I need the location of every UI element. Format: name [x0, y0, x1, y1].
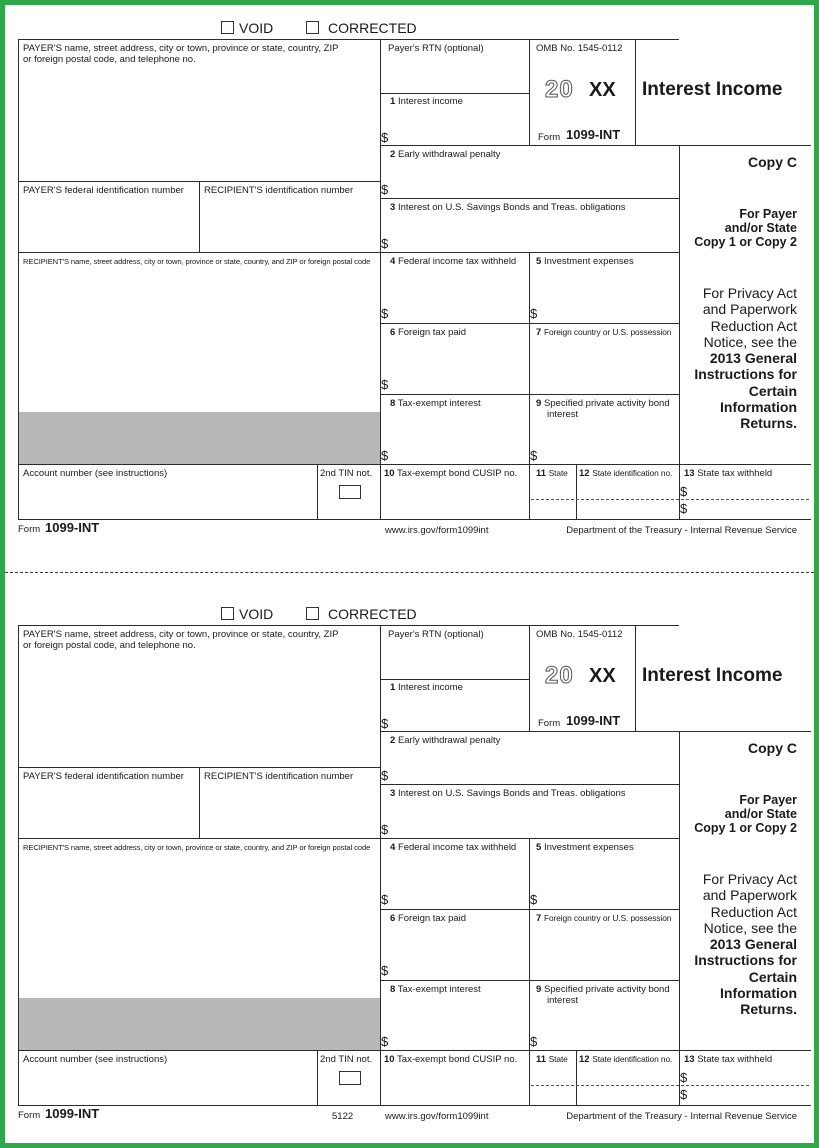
box13-number: 13 [684, 1054, 695, 1065]
box13-dollar-1: $ [680, 1070, 688, 1085]
box11-input[interactable] [531, 483, 575, 517]
box1-dollar: $ [381, 130, 389, 145]
top-border [18, 625, 679, 626]
privacy-line-6: Instructions for [694, 952, 797, 969]
box2-dollar: $ [381, 182, 389, 197]
box5-label: Investment expenses [543, 842, 634, 853]
box10-number: 10 [384, 1054, 395, 1065]
payer-name-label: PAYER'S name, street address, city or town, province or state, country, ZIP [23, 43, 339, 54]
bottom-border [18, 1105, 811, 1106]
corrected-label: CORRECTED [328, 606, 417, 622]
box3-number: 3 [390, 202, 396, 213]
box9-dollar: $ [530, 448, 538, 463]
recipient-id-input[interactable] [203, 200, 377, 248]
box9-label-2: interest [547, 995, 579, 1006]
divider-omb-right [635, 625, 636, 731]
divider-omb [529, 625, 530, 731]
account-input[interactable] [21, 1067, 313, 1101]
privacy-line-3: Reduction Act [710, 317, 797, 334]
box4-number: 4 [390, 842, 396, 853]
tin-checkbox[interactable] [339, 1071, 361, 1085]
privacy-line-3: Reduction Act [710, 903, 797, 920]
box3-label: Interest on U.S. Savings Bonds and Treas. obligations [397, 202, 626, 213]
line-box67 [380, 980, 680, 981]
divider-account [317, 464, 318, 519]
top-border [18, 39, 679, 40]
recipient-name-input[interactable] [21, 269, 377, 409]
divider-box11 [576, 464, 577, 519]
line-box1 [380, 145, 811, 146]
divider-right-panel [679, 731, 680, 1105]
footer-form-word: Form [18, 524, 41, 535]
box4-input[interactable] [395, 271, 525, 319]
for-payer-line-3: Copy 1 or Copy 2 [694, 235, 797, 249]
box9-number: 9 [536, 984, 542, 995]
box3-number: 3 [390, 788, 396, 799]
void-label: VOID [239, 606, 274, 622]
box13-number: 13 [684, 468, 695, 479]
box10-input[interactable] [384, 1067, 527, 1101]
payer-fid-input[interactable] [21, 786, 196, 834]
shaded-area [19, 998, 380, 1050]
box1-number: 1 [390, 682, 396, 693]
recipient-id-input[interactable] [203, 786, 377, 834]
recipient-name-label: RECIPIENT'S name, street address, city or town, province or state, country, and ZIP or foreign postal code [23, 843, 371, 852]
box1-dollar: $ [381, 716, 389, 731]
void-label: VOID [239, 20, 274, 36]
line-box3 [18, 838, 680, 839]
box8-input[interactable] [395, 413, 525, 461]
box2-label: Early withdrawal penalty [397, 149, 501, 160]
tin-checkbox[interactable] [339, 485, 361, 499]
box1-input[interactable] [395, 117, 525, 143]
box2-input[interactable] [395, 751, 675, 781]
box10-number: 10 [384, 468, 395, 479]
box5-number: 5 [536, 842, 542, 853]
line-payer [18, 181, 381, 182]
for-payer-text [694, 207, 797, 249]
box13-label: State tax withheld [697, 1054, 773, 1065]
omb-number: OMB No. 1545-0112 [536, 43, 623, 54]
payer-name-label-2: or foreign postal code, and telephone no. [23, 54, 196, 65]
privacy-line-2: and Paperwork [702, 301, 797, 318]
box12-label: State identification no. [592, 468, 673, 478]
box13-input[interactable] [691, 1069, 809, 1103]
payer-fid-label: PAYER'S federal identification number [23, 771, 184, 782]
box4-dollar: $ [381, 306, 389, 321]
box13-dollar-2: $ [680, 501, 688, 516]
box13-dollar-1: $ [680, 484, 688, 499]
department-text: Department of the Treasury - Internal Revenue Service [566, 1111, 797, 1122]
box6-dollar: $ [381, 963, 389, 978]
privacy-line-8: Information [720, 985, 797, 1002]
for-payer-line-3: Copy 1 or Copy 2 [694, 821, 797, 835]
copy-label: Copy C [748, 154, 797, 170]
year-prefix: 20 [545, 662, 574, 689]
account-label: Account number (see instructions) [23, 1054, 168, 1065]
box8-dollar: $ [381, 1034, 389, 1049]
divider-right-panel [679, 145, 680, 519]
recipient-name-input[interactable] [21, 855, 377, 995]
payer-rtn-label: Payer's RTN (optional) [388, 629, 484, 640]
box3-input[interactable] [395, 803, 675, 835]
divider-omb [529, 39, 530, 145]
form-1099-int-copy-bottom [5, 591, 814, 1131]
box5-number: 5 [536, 256, 542, 267]
for-payer-line-2: and/or State [724, 221, 797, 235]
box9-label: Specified private activity bond [543, 984, 670, 995]
box9-number: 9 [536, 398, 542, 409]
box2-label: Early withdrawal penalty [397, 735, 501, 746]
box8-dollar: $ [381, 448, 389, 463]
box13-dollar-2: $ [680, 1087, 688, 1102]
box1-input[interactable] [395, 703, 525, 729]
box12-number: 12 [579, 468, 590, 479]
privacy-line-7: Certain [748, 382, 797, 399]
divider-id [199, 767, 200, 838]
paper-page [5, 5, 814, 1143]
box1-number: 1 [390, 96, 396, 107]
box13-input[interactable] [691, 483, 809, 517]
tin-label: 2nd TIN not. [320, 1054, 373, 1065]
box12-label: State identification no. [592, 1054, 673, 1064]
line-rtn [380, 679, 530, 680]
box3-input[interactable] [395, 217, 675, 249]
divider-id [199, 181, 200, 252]
privacy-line-6: Instructions for [694, 366, 797, 383]
box4-dollar: $ [381, 892, 389, 907]
copy-label: Copy C [748, 740, 797, 756]
form-title: Interest Income [642, 665, 783, 686]
box1-label: Interest income [397, 682, 463, 693]
box2-number: 2 [390, 735, 396, 746]
line-box45 [380, 909, 680, 910]
privacy-text [694, 285, 797, 432]
box7-number: 7 [536, 913, 542, 924]
cut-line [5, 572, 814, 573]
privacy-line-1: For Privacy Act [702, 285, 797, 301]
box10-label: Tax-exempt bond CUSIP no. [397, 468, 518, 479]
box5-input[interactable] [543, 857, 675, 905]
shaded-area [19, 412, 380, 464]
box2-dollar: $ [381, 768, 389, 783]
box8-number: 8 [390, 984, 396, 995]
account-input[interactable] [21, 481, 313, 515]
form-word: Form [538, 718, 561, 729]
box12-number: 12 [579, 1054, 590, 1065]
for-payer-text [694, 793, 797, 835]
box6-label: Foreign tax paid [397, 913, 467, 924]
box7-label: Foreign country or U.S. possession [543, 327, 672, 337]
box6-label: Foreign tax paid [397, 327, 467, 338]
privacy-line-4: Notice, see the [703, 333, 797, 350]
box4-input[interactable] [395, 857, 525, 905]
footer-form-name: 1099-INT [45, 520, 100, 535]
box7-label: Foreign country or U.S. possession [543, 913, 672, 923]
box5-dollar: $ [530, 892, 538, 907]
tin-label: 2nd TIN not. [320, 468, 373, 479]
privacy-line-9: Returns. [740, 415, 797, 432]
divider-left-col [380, 39, 381, 519]
privacy-line-8: Information [720, 399, 797, 416]
line-box89 [18, 1050, 811, 1051]
line-rtn [380, 93, 530, 94]
privacy-text [694, 871, 797, 1018]
box9-label-2: interest [547, 409, 579, 420]
recipient-name-label: RECIPIENT'S name, street address, city or town, province or state, country, and ZIP or foreign postal code [23, 257, 371, 266]
box12-input[interactable] [578, 1069, 678, 1103]
box11-label: State [548, 1054, 568, 1064]
box7-input[interactable] [536, 928, 675, 976]
box8-number: 8 [390, 398, 396, 409]
box6-dollar: $ [381, 377, 389, 392]
box8-label: Tax-exempt interest [397, 398, 481, 409]
box4-label: Federal income tax withheld [397, 842, 517, 853]
box9-input[interactable] [543, 423, 675, 461]
payer-fid-label: PAYER'S federal identification number [23, 185, 184, 196]
divider-middle [529, 838, 530, 1105]
box3-dollar: $ [381, 236, 389, 251]
box9-label: Specified private activity bond [543, 398, 670, 409]
box5-label: Investment expenses [543, 256, 634, 267]
line-box67 [380, 394, 680, 395]
box2-input[interactable] [395, 165, 675, 195]
box5-input[interactable] [543, 271, 675, 319]
divider-left-col [380, 625, 381, 1105]
box2-number: 2 [390, 149, 396, 160]
irs-website[interactable]: www.irs.gov/form1099int [385, 1111, 489, 1122]
line-box45 [380, 323, 680, 324]
corrected-label: CORRECTED [328, 20, 417, 36]
privacy-line-9: Returns. [740, 1001, 797, 1018]
box11-number: 11 [536, 1054, 547, 1065]
privacy-line-1: For Privacy Act [702, 871, 797, 887]
payer-rtn-label: Payer's RTN (optional) [388, 43, 484, 54]
department-text: Department of the Treasury - Internal Revenue Service [566, 525, 797, 536]
divider-omb-right [635, 39, 636, 145]
void-checkbox[interactable] [221, 21, 234, 34]
box6-number: 6 [390, 913, 396, 924]
box8-input[interactable] [395, 999, 525, 1047]
year-prefix: 20 [545, 76, 574, 103]
recipient-id-label: RECIPIENT'S identification number [204, 771, 354, 782]
line-box1 [380, 731, 811, 732]
line-box89 [18, 464, 811, 465]
payer-name-label-2: or foreign postal code, and telephone no. [23, 640, 196, 651]
box12-input[interactable] [578, 483, 678, 517]
box10-input[interactable] [384, 481, 527, 515]
box8-label: Tax-exempt interest [397, 984, 481, 995]
box9-input[interactable] [543, 1009, 675, 1047]
bottom-border [18, 519, 811, 520]
form-1099-int-copy-top [5, 5, 814, 545]
line-box3 [18, 252, 680, 253]
void-checkbox[interactable] [221, 607, 234, 620]
privacy-line-5: 2013 General [709, 936, 797, 953]
box7-number: 7 [536, 327, 542, 338]
box6-number: 6 [390, 327, 396, 338]
footer-form-name: 1099-INT [45, 1106, 100, 1121]
privacy-line-4: Notice, see the [703, 919, 797, 936]
box13-label: State tax withheld [697, 468, 773, 479]
payer-fid-input[interactable] [21, 200, 196, 248]
footer-code: 5122 [332, 1111, 354, 1122]
form-name: 1099-INT [566, 713, 621, 728]
year-suffix: XX [589, 79, 616, 101]
line-box2 [380, 784, 680, 785]
box4-number: 4 [390, 256, 396, 267]
for-payer-line-1: For Payer [739, 793, 797, 807]
box6-input[interactable] [395, 928, 525, 976]
line-payer [18, 767, 381, 768]
box3-dollar: $ [381, 822, 389, 837]
divider-account [317, 1050, 318, 1105]
box1-label: Interest income [397, 96, 463, 107]
form-word: Form [538, 132, 561, 143]
footer-form-word: Form [18, 1110, 41, 1121]
omb-number: OMB No. 1545-0112 [536, 629, 623, 640]
form-title: Interest Income [642, 79, 783, 100]
box11-input[interactable] [531, 1069, 575, 1103]
corrected-checkbox[interactable] [306, 607, 319, 620]
privacy-line-2: and Paperwork [702, 887, 797, 904]
irs-website[interactable]: www.irs.gov/form1099int [385, 525, 489, 536]
year-suffix: XX [589, 665, 616, 687]
account-label: Account number (see instructions) [23, 468, 168, 479]
box6-input[interactable] [395, 342, 525, 390]
for-payer-line-1: For Payer [739, 207, 797, 221]
corrected-checkbox[interactable] [306, 21, 319, 34]
line-box2 [380, 198, 680, 199]
box7-input[interactable] [536, 342, 675, 390]
for-payer-line-2: and/or State [724, 807, 797, 821]
box10-label: Tax-exempt bond CUSIP no. [397, 1054, 518, 1065]
box5-dollar: $ [530, 306, 538, 321]
box9-dollar: $ [530, 1034, 538, 1049]
privacy-line-7: Certain [748, 968, 797, 985]
box3-label: Interest on U.S. Savings Bonds and Treas. obligations [397, 788, 626, 799]
payer-name-label: PAYER'S name, street address, city or town, province or state, country, ZIP [23, 629, 339, 640]
divider-middle [529, 252, 530, 519]
divider-box11 [576, 1050, 577, 1105]
box11-number: 11 [536, 468, 547, 479]
box4-label: Federal income tax withheld [397, 256, 517, 267]
privacy-line-5: 2013 General [709, 350, 797, 367]
box11-label: State [548, 468, 568, 478]
form-name: 1099-INT [566, 127, 621, 142]
recipient-id-label: RECIPIENT'S identification number [204, 185, 354, 196]
